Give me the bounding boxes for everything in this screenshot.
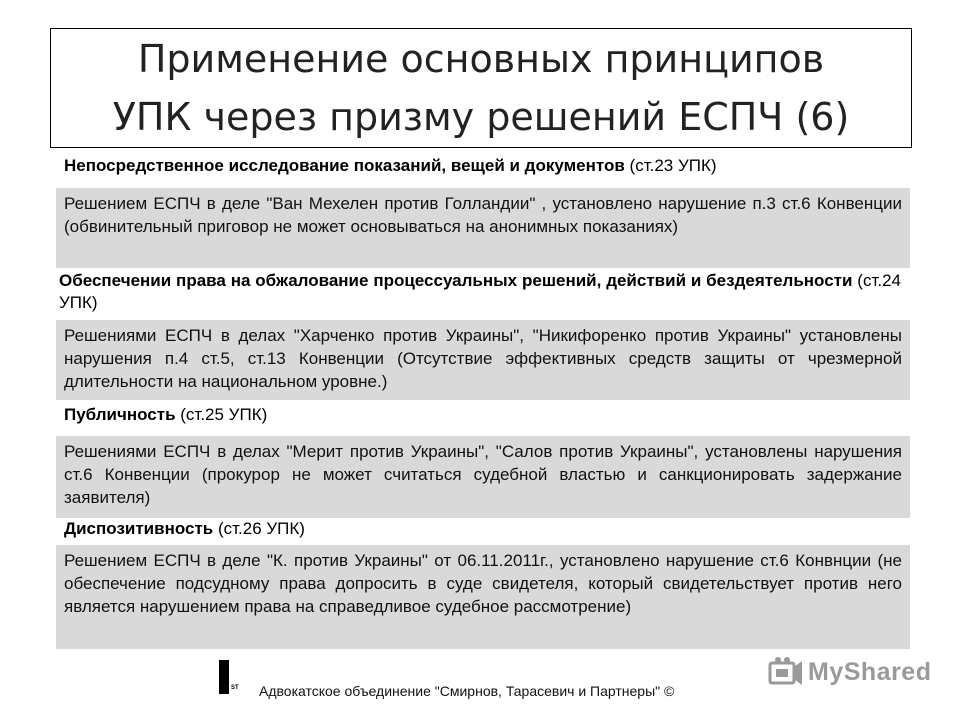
section-box-3 [56,436,910,518]
section-heading-2-ref: (ст.24 УПК) [59,271,902,312]
section-box-1 [56,188,910,268]
footer-text: Адвокатское объединение "Смирнов, Тарасевич и Партнеры" © [259,683,675,699]
section-heading-1-bold: Непосредственное исследование показаний, вещей и документов [64,156,625,175]
watermark-text: MyShared [808,657,932,686]
section-heading-3-bold: Публичность [64,405,176,424]
section-heading-4-bold: Диспозитивность [64,519,214,538]
projector-icon [768,655,804,689]
section-body-3: Решениями ЕСПЧ в делах "Мерит против Украины", "Салов против Украины", установлены нарушения ст.6 Конвенции (прокурор не может считаться судебной властью и санкционировать задержание заявителя) [64,442,902,507]
section-heading-3-ref: (ст.25 УПК) [175,405,268,424]
watermark [768,655,931,689]
title-line-1: Применение основных принципов [137,37,825,81]
section-box-2 [56,320,910,400]
title-box [50,28,912,148]
section-body-2: Решениями ЕСПЧ в делах "Харченко против Украины", "Никифоренко против Украины" установлены нарушения п.4 ст.5, ст.13 Конвенции (Отсутствие эффективных средств защиты от чрезмерной длительности на национальном уровне.) [64,326,902,391]
section-box-4 [56,545,910,649]
footer-logo-sub: ST [231,685,239,691]
slide-title [107,30,856,146]
section-heading-3 [64,404,904,426]
section-body-4: Решением ЕСПЧ в деле "К. против Украины" от 06.11.2011г., установлено нарушение ст.6 Конвнции (не обеспечение подсудному права допросить в суде свидетеля, который свидетельствует против него является нарушением права на справедливое судебное рассмотрение) [64,551,902,616]
title-line-2: УПК через призму решений ЕСПЧ (6) [112,95,850,139]
section-heading-2-bold: Обеспечении права на обжалование процессуальных решений, действий и бездеятельности [59,271,853,290]
section-heading-1-ref: (ст.23 УПК) [624,156,717,175]
section-body-1: Решением ЕСПЧ в деле "Ван Мехелен против Голландии" , установлено нарушение п.3 ст.6 Конвенции (обвинительный приговор не может основываться на анонимных показаниях) [64,194,902,236]
footer-logo-bar [219,660,229,694]
section-heading-2 [59,270,901,314]
section-heading-4-ref: (ст.26 УПК) [213,519,305,538]
section-heading-4 [64,518,904,540]
section-heading-1 [64,155,904,177]
